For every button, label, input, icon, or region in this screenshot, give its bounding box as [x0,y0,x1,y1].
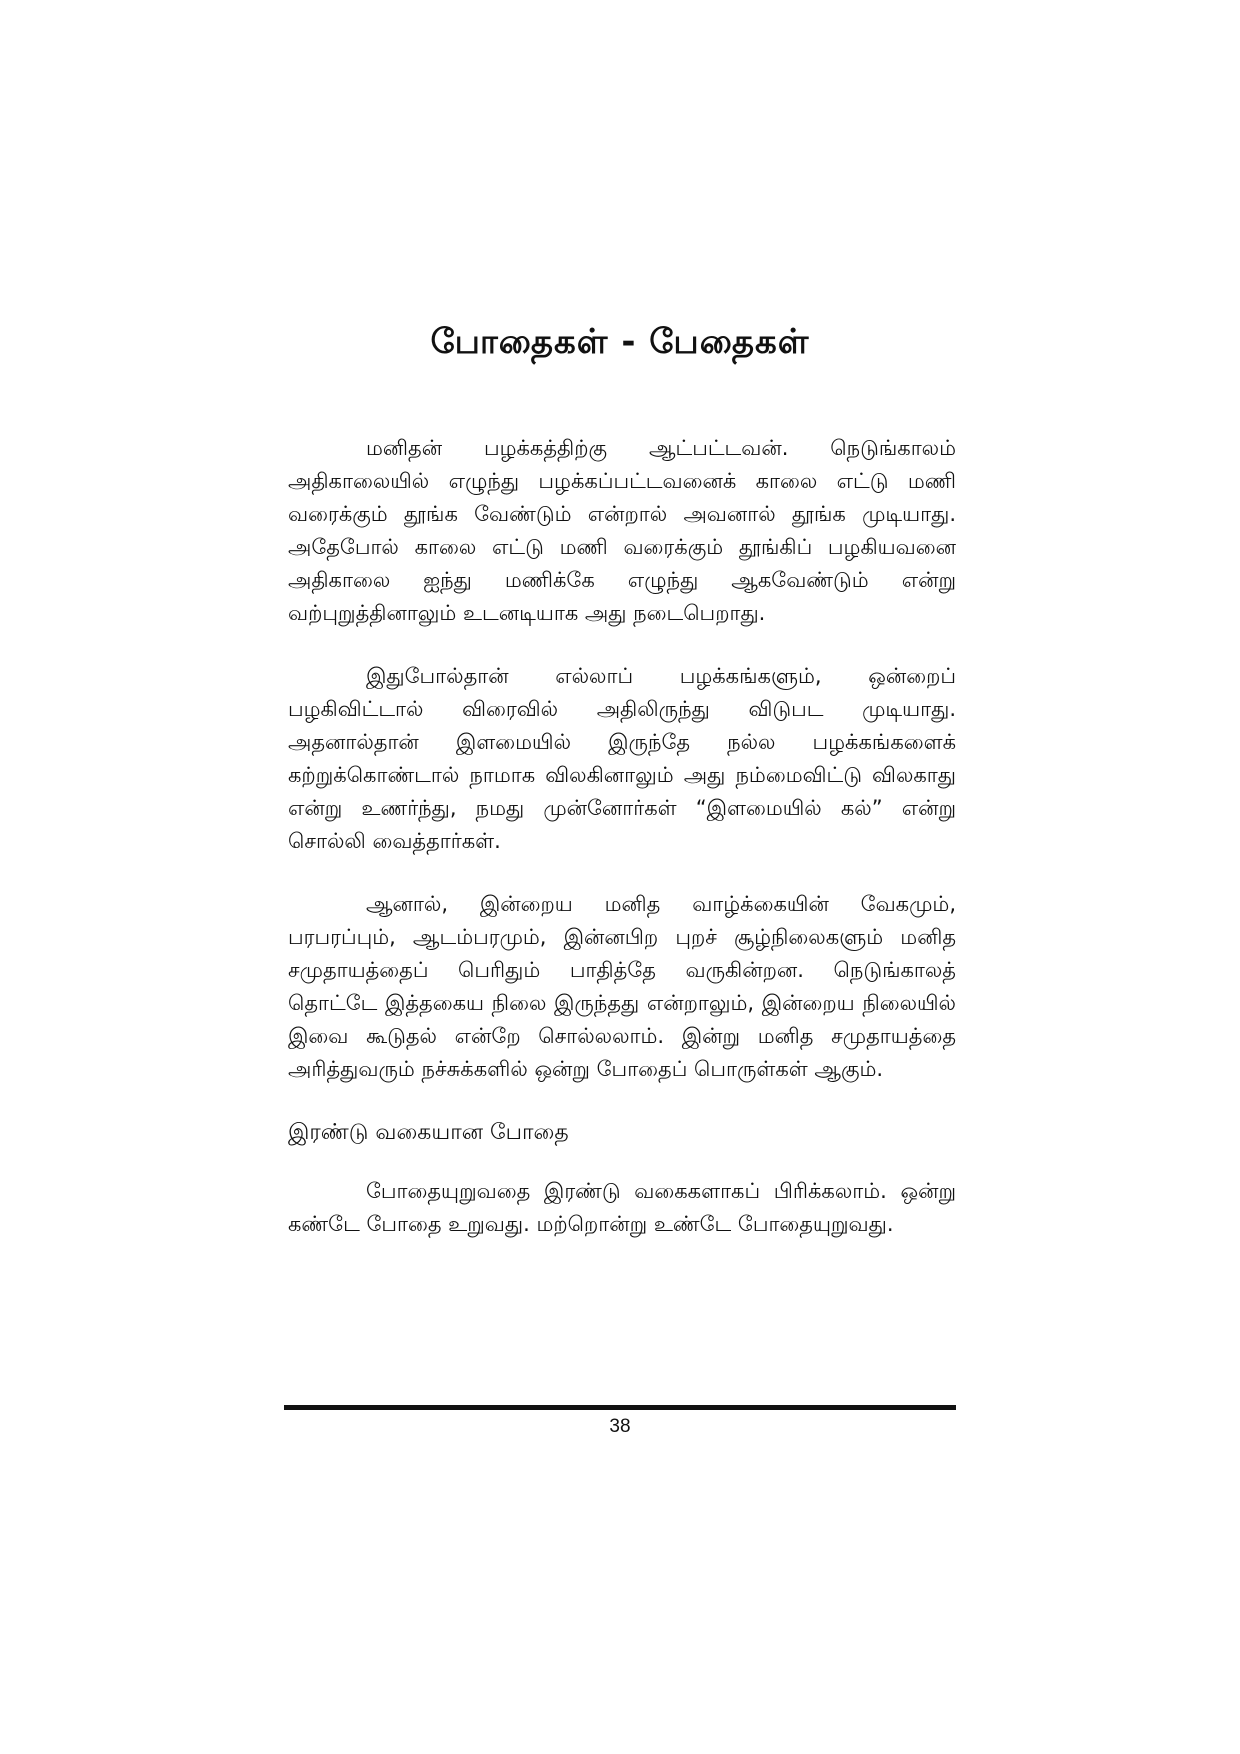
paragraph-2: இதுபோல்தான் எல்லாப் பழக்கங்களும், ஒன்றைப் பழகிவிட்டால் விரைவில் அதிலிருந்து விடுபட முடியாது. அதனால்தான் இளமையில் இருந்தே நல்ல பழக்கங்களைக் கற்றுக்கொண்டால் நாமாக விலகினாலும் அது நம்மைவிட்டு விலகாது என்று உணர்ந்து, நமது முன்னோர்கள் “இளமையில் கல்” என்று சொல்லி வைத்தார்கள். [288,664,956,853]
paragraph-3: ஆனால், இன்றைய மனித வாழ்க்கையின் வேகமும், பரபரப்பும், ஆடம்பரமும், இன்னபிற புறச் சூழ்நிலைகளும் மனித சமுதாயத்தைப் பெரிதும் பாதித்தே வருகின்றன. நெடுங்காலத் தொட்டே இத்தகைய நிலை இருந்தது என்றாலும், இன்றைய நிலையில் இவை கூடுதல் என்றே சொல்லலாம். இன்று மனித சமுதாயத்தை அரித்துவரும் நச்சுக்களில் ஒன்று போதைப் பொருள்கள் ஆகும். [288,892,956,1081]
section-heading: இரண்டு வகையான போதை [288,1120,569,1145]
section-paragraph: போதையுறுவதை இரண்டு வகைகளாகப் பிரிக்கலாம். ஒன்று கண்டே போதை உறுவது. மற்றொன்று உண்டே போதையுறுவது. [288,1179,956,1236]
page-title: போதைகள் - பேதைகள் [430,322,810,362]
page-number: 38 [609,1416,631,1437]
footer-rule [284,1405,956,1410]
paragraph-1: மனிதன் பழக்கத்திற்கு ஆட்பட்டவன். நெடுங்காலம் அதிகாலையில் எழுந்து பழக்கப்பட்டவனைக் காலை எட்டு மணி வரைக்கும் தூங்க வேண்டும் என்றால் அவனால் தூங்க முடியாது. அதேபோல் காலை எட்டு மணி வரைக்கும் தூங்கிப் பழகியவனை அதிகாலை ஐந்து மணிக்கே எழுந்து ஆகவேண்டும் என்று வற்புறுத்தினாலும் உடனடியாக அது நடைபெறாது. [288,436,956,625]
body-text [288,432,956,1271]
